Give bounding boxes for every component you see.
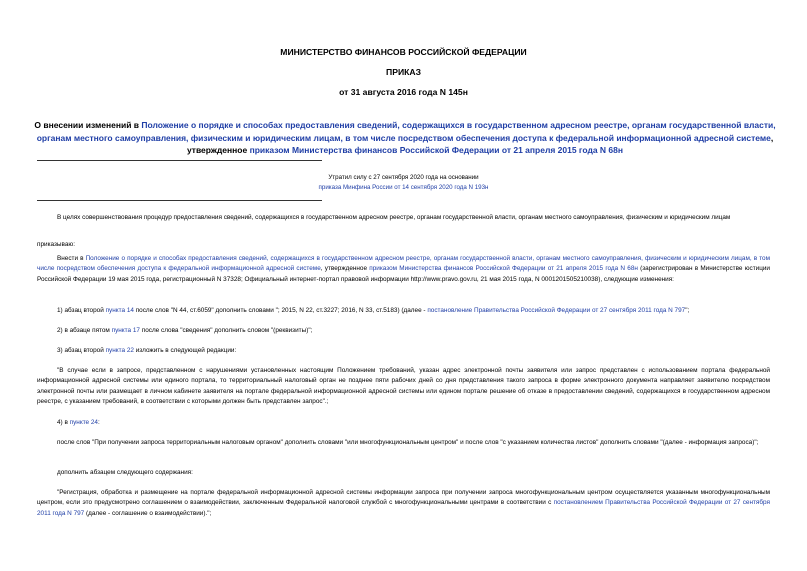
amendment-paragraph <box>37 254 770 285</box>
item-3-text-1: 3) абзац второй <box>57 347 106 354</box>
title-text-2: , утвержденное <box>186 132 774 156</box>
item-3-point-link[interactable]: пункта 22 <box>105 347 134 354</box>
divider-bottom <box>37 200 322 201</box>
item-2-point-link[interactable]: пункта 17 <box>111 327 140 334</box>
item-4a: после слов "При получении запроса территориальным налоговым органом" дополнить словами "или многофункциональным центром" и после слов "с указанием количества листов" дополнить словами "(далее - информация запроса)"; <box>57 439 759 446</box>
item-4-point-link[interactable]: пункте 24 <box>69 419 98 426</box>
order-word: приказываю: <box>37 241 75 248</box>
item-3-text-2: изложить в следующей редакции: <box>133 347 237 354</box>
lost-force-note: Утратил силу с 27 сентября 2020 года на основании <box>328 174 479 181</box>
document-title <box>30 119 780 157</box>
doc-type-heading: ПРИКАЗ <box>386 67 421 77</box>
item-4-text-1: 4) в <box>57 419 70 426</box>
item-3 <box>37 346 770 356</box>
lost-force-link[interactable]: приказа Минфина России от 14 сентября 2020 года N 193н <box>318 184 489 191</box>
item-4-text-2: : <box>98 419 100 426</box>
divider-top <box>37 160 322 161</box>
amend-text-3: (зарегистрирован в Министерстве юстиции Российской Федерации 19 мая 2015 года, регистрационный N 37328; Официальный интернет-портал правовой информации http://www.pravo.gov.ru, 21 мая 2015 года, N 0001201505210038), следующие изменения: <box>37 265 770 283</box>
quote-2 <box>37 488 770 519</box>
item-2-text-2: после слова "сведения" дополнить словом "(реквизиты)"; <box>139 327 313 334</box>
item-4b: дополнить абзацем следующего содержания: <box>57 469 193 476</box>
amend-regulation-link[interactable]: Положение о порядке и способах предоставления сведений, содержащихся в государственном адресном реестре, органам государственной власти, органам местного самоуправления, физическим и юридическим лицам, в том числе посредством обеспечения доступа к федеральной информационной адресной системе <box>37 255 770 273</box>
item-2 <box>37 326 770 336</box>
item-1 <box>37 306 770 316</box>
title-text-1: О внесении изменений в <box>34 120 142 130</box>
item-1-point-link[interactable]: пункта 14 <box>105 307 134 314</box>
quote-2-text-1: "Регистрация, обработка и размещение на портале федеральной информационной адресной системы информации запроса при получении запроса многофункциональным центром осуществляется указанным многофункциональным центром, если это предусмотрено соглашением о взаимодействии, заключенным Федеральной налоговой службой с многофункциональными центрами в соответствии с <box>37 489 770 507</box>
amend-text-2: , утвержденное <box>320 265 370 273</box>
regulation-link[interactable]: Положение о порядке и способах предоставления сведений, содержащихся в государственном адресном реестре, органам государственной власти, органам местного самоуправления, физическим и юридическим лицам, в том числе посредством обеспечения доступа к федеральной информационной адресной системе <box>36 120 776 143</box>
amend-order-link[interactable]: приказом Министерства финансов Российской Федерации от 21 апреля 2015 года N 68н <box>369 265 638 273</box>
amend-text-1: Внести в <box>57 255 86 262</box>
item-1-text-2: после слов "N 44, ст.6059" дополнить словами "; 2015, N 22, ст.3227; 2016, N 33, ст.5183) (далее - <box>133 307 428 314</box>
intro-paragraph: В целях совершенствования процедур предоставления сведений, содержащихся в государственном адресном реестре, органам государственной власти, органам местного самоуправления, физическим и юридическим лицам <box>57 214 731 221</box>
order-68n-link[interactable]: приказом Министерства финансов Российской Федерации от 21 апреля 2015 года N 68н <box>249 145 624 156</box>
item-4 <box>37 418 770 428</box>
quote-2-text-2: (далее - соглашение о взаимодействии)."; <box>84 509 212 517</box>
item-1-text-3: "; <box>685 307 690 314</box>
date-number-heading: от 31 августа 2016 года N 145н <box>339 87 468 97</box>
ministry-heading: МИНИСТЕРСТВО ФИНАНСОВ РОССИЙСКОЙ ФЕДЕРАЦИИ <box>280 47 527 57</box>
item-1-decree-link[interactable]: постановление Правительства Российской Федерации от 27 сентября 2011 года N 797 <box>427 307 686 314</box>
quote-2-decree-link[interactable]: постановлением Правительства Российской Федерации от 27 сентября 2011 года N 797 <box>37 499 771 517</box>
item-1-text-1: 1) абзац второй <box>57 307 106 314</box>
item-2-text-1: 2) в абзаце пятом <box>57 327 112 334</box>
quote-1: "В случае если в запросе, представленном с нарушениями установленных настоящим Положением требований, указан адрес электронной почты заявителя или запрос представлен с использованием портала федеральной информационной адресной системы или единого портала, то территориальный налоговый орган не позднее пяти рабочих дней со дня представления такого запроса в форме электронного документа направляет заявителю посредством электронной почты или размещает в личном кабинете заявителя на портале федеральной информационной адресной системы или едином портале решение об отказе в предоставлении сведений, содержащихся в государственном адресном реестре, с указанием требований, в соответствии с которыми должен быть представлен запрос".; <box>37 367 770 406</box>
